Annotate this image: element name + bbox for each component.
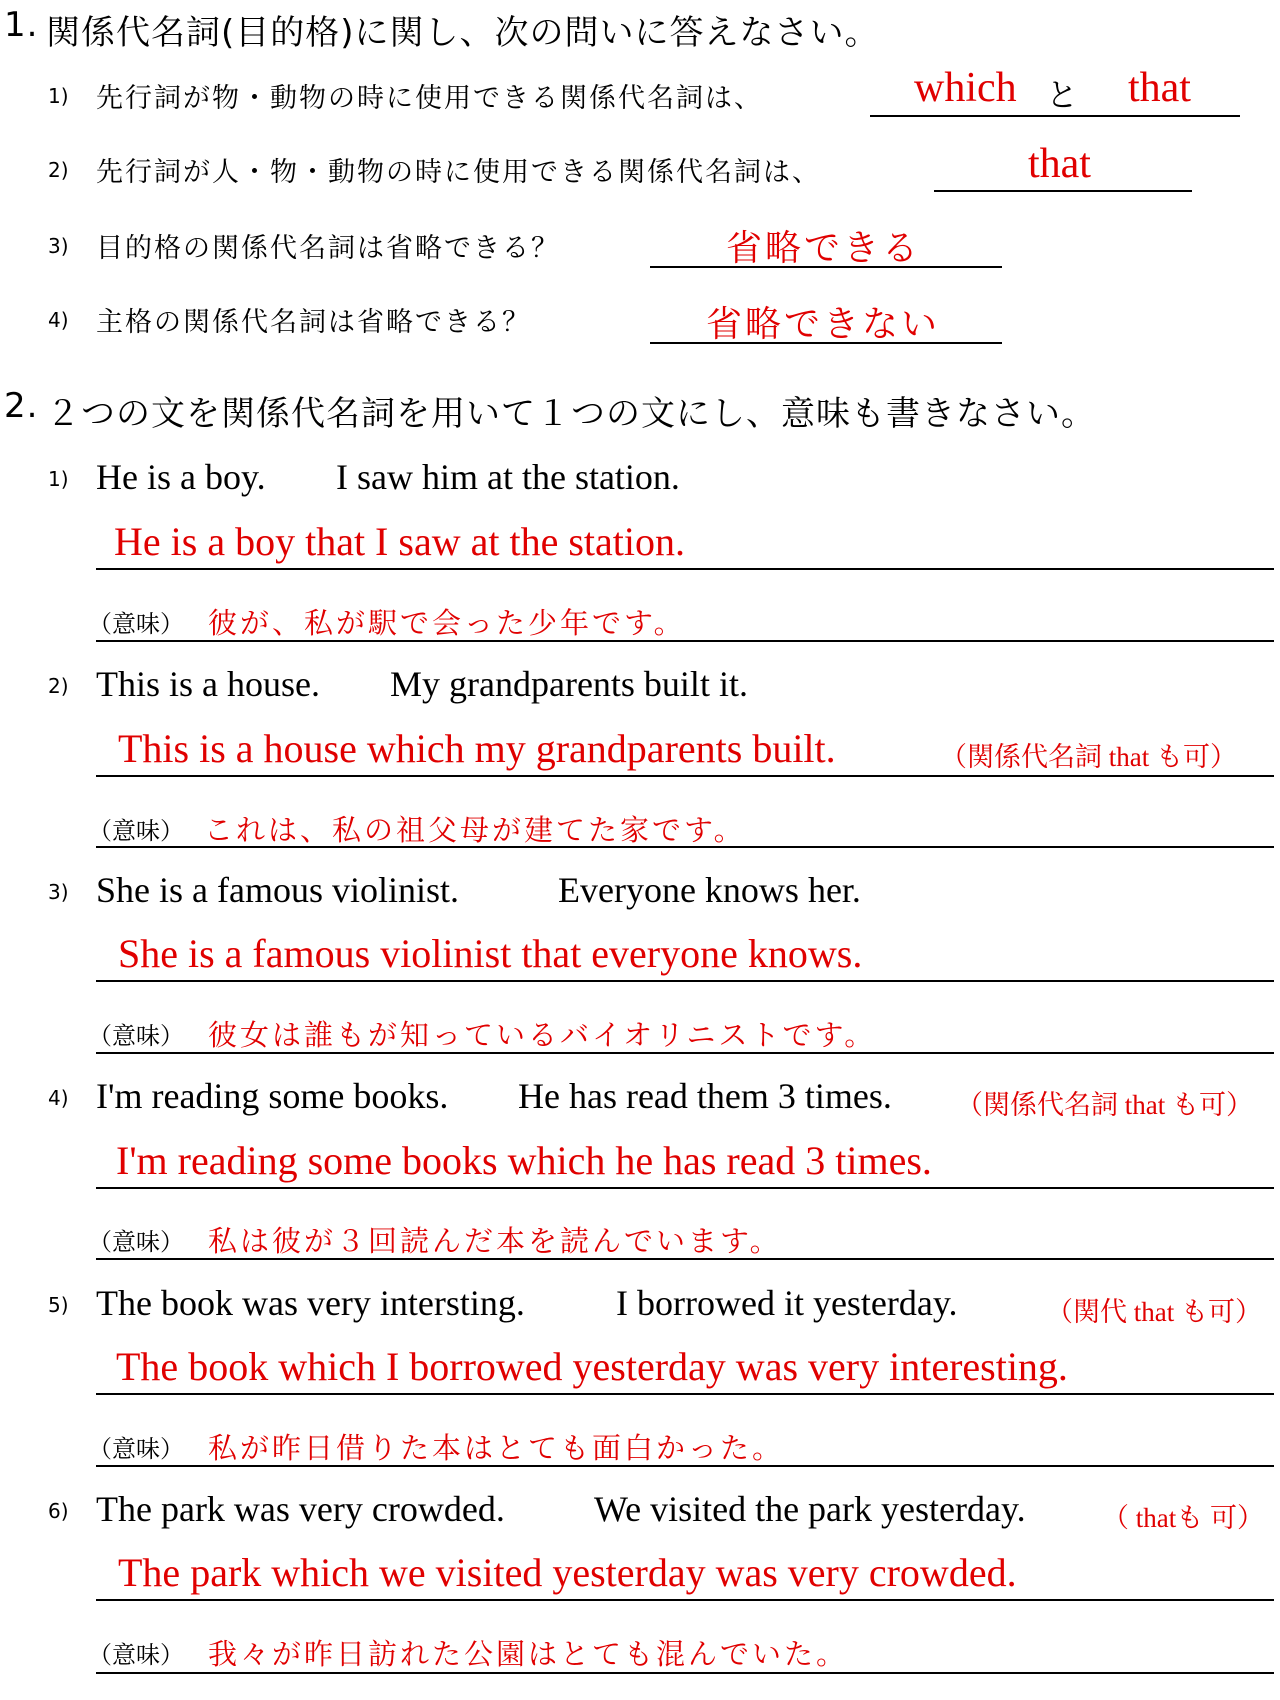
s2-item2-meaning-line <box>96 846 1274 848</box>
s2-item6-sentence-a: The park was very crowded. <box>96 1489 505 1529</box>
section1-number: 1. <box>4 5 39 45</box>
s1-q4-answer-line <box>650 342 1002 344</box>
s2-item1-sentence-b: I saw him at the station. <box>336 457 680 497</box>
s1-q1-number: 1) <box>48 84 69 108</box>
s2-item4-meaning-line <box>96 1258 1274 1260</box>
s2-item5-sentence-b: I borrowed it yesterday. <box>616 1283 958 1323</box>
s2-item5-answer-line <box>96 1393 1274 1395</box>
s2-item1-meaning-line <box>96 640 1274 642</box>
s1-q3-answer-line <box>650 266 1002 268</box>
s2-item6-answer: The park which we visited yesterday was very crowded. <box>118 1550 1017 1595</box>
s1-q1-text: 先行詞が物・動物の時に使用できる関係代名詞は、 <box>96 83 763 114</box>
s1-q4-text: 主格の関係代名詞は省略できる？ <box>96 307 531 338</box>
s2-item1-sentence-a: He is a boy. <box>96 457 266 497</box>
s2-item1-meaning: 彼が、私が駅で会った少年です。 <box>208 606 686 640</box>
s2-item5-answer: The book which I borrowed yesterday was very interesting. <box>116 1344 1068 1389</box>
section2-number: 2. <box>4 386 39 426</box>
s2-item6-number: 6) <box>48 1499 69 1523</box>
s2-item1-meaning-label: （意味） <box>88 610 184 638</box>
s2-item4-note: （関係代名詞 that も可） <box>956 1090 1253 1120</box>
s2-item1-answer-line <box>96 568 1274 570</box>
s2-item6-meaning-line <box>96 1672 1274 1674</box>
s2-item5-note: （関代 that も可） <box>1046 1297 1262 1327</box>
s2-item5-meaning-line <box>96 1465 1274 1467</box>
s2-item4-meaning: 私は彼が３回読んだ本を読んでいます。 <box>208 1224 782 1258</box>
s2-item4-answer: I'm reading some books which he has read 3 times. <box>116 1138 932 1183</box>
s1-q2-text: 先行詞が人・物・動物の時に使用できる関係代名詞は、 <box>96 157 821 188</box>
s1-q1-connector: と <box>1046 76 1079 114</box>
s2-item3-meaning: 彼女は誰もが知っているバイオリニストです。 <box>208 1018 877 1052</box>
s2-item2-answer-line <box>96 775 1274 777</box>
s2-item3-number: 3) <box>48 880 69 904</box>
s2-item5-meaning: 私が昨日借りた本はとても面白かった。 <box>208 1431 785 1465</box>
s1-q1-answer-which: which <box>914 65 1017 111</box>
s2-item6-meaning-label: （意味） <box>88 1641 184 1669</box>
s2-item3-meaning-label: （意味） <box>88 1022 184 1050</box>
s2-item3-sentence-a: She is a famous violinist. <box>96 870 459 910</box>
s2-item4-sentence-b: He has read them 3 times. <box>518 1076 892 1116</box>
s2-item4-sentence-a: I'm reading some books. <box>96 1076 449 1116</box>
s2-item4-meaning-label: （意味） <box>88 1228 184 1256</box>
s1-q2-number: 2) <box>48 158 69 182</box>
s2-item3-answer: She is a famous violinist that everyone knows. <box>118 931 863 976</box>
s2-item2-number: 2) <box>48 674 69 698</box>
s1-q2-answer: that <box>1028 141 1091 187</box>
s2-item2-sentence-a: This is a house. <box>96 664 320 704</box>
section2-title: ２つの文を関係代名詞を用いて１つの文にし、意味も書きなさい。 <box>46 394 1096 434</box>
s2-item2-meaning: これは、私の祖父母が建てた家です。 <box>204 813 746 847</box>
s2-item3-sentence-b: Everyone knows her. <box>558 870 861 910</box>
s2-item2-meaning-label: （意味） <box>88 817 184 845</box>
s2-item3-meaning-line <box>96 1052 1274 1054</box>
s2-item4-answer-line <box>96 1187 1274 1189</box>
s2-item5-number: 5) <box>48 1293 69 1317</box>
s2-item6-sentence-b: We visited the park yesterday. <box>594 1489 1026 1529</box>
s1-q4-answer: 省略できない <box>706 304 941 345</box>
s2-item6-answer-line <box>96 1599 1274 1601</box>
section1-title: 関係代名詞(目的格)に関し、次の問いに答えなさい。 <box>46 13 880 53</box>
s2-item4-number: 4) <box>48 1086 69 1110</box>
s2-item1-number: 1) <box>48 467 69 491</box>
s1-q2-answer-line <box>934 190 1192 192</box>
s1-q3-text: 目的格の関係代名詞は省略できる？ <box>96 233 560 264</box>
s1-q4-number: 4) <box>48 308 69 332</box>
s2-item5-sentence-a: The book was very intersting. <box>96 1283 525 1323</box>
s1-q3-number: 3) <box>48 234 69 258</box>
s2-item1-answer: He is a boy that I saw at the station. <box>114 519 685 564</box>
s2-item6-meaning: 我々が昨日訪れた公園はとても混んでいた。 <box>208 1637 849 1671</box>
s2-item5-meaning-label: （意味） <box>88 1435 184 1463</box>
s1-q1-answer-line <box>870 115 1240 117</box>
s2-item2-answer: This is a house which my grandparents built. <box>118 726 836 771</box>
s2-item2-note: （関係代名詞 that も可） <box>940 742 1237 772</box>
s2-item2-sentence-b: My grandparents built it. <box>390 664 748 704</box>
s2-item6-note: （ thatも 可） <box>1102 1503 1264 1533</box>
s1-q1-answer-that: that <box>1128 65 1191 111</box>
s1-q3-answer: 省略できる <box>726 228 922 269</box>
s2-item3-answer-line <box>96 980 1274 982</box>
